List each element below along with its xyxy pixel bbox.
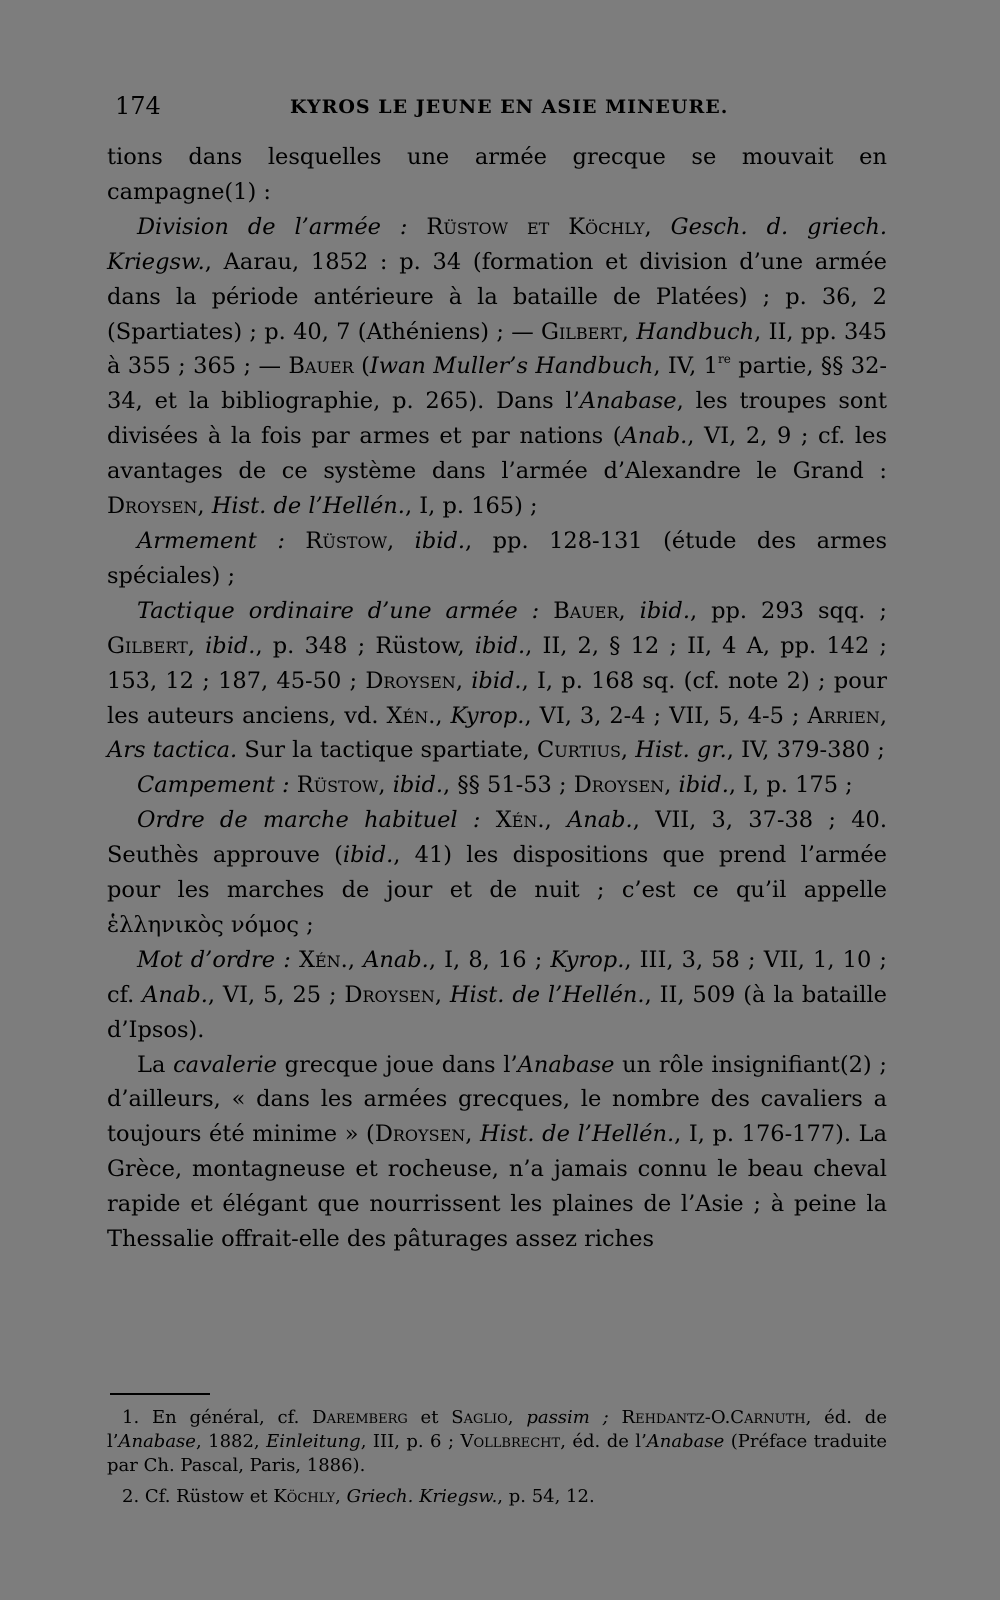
entry-term: Armement : <box>137 527 285 554</box>
paragraph-intro: tions dans lesquelles une armée grecque se mouvait en campagne(1) : <box>107 144 887 205</box>
running-title: KYROS LE JEUNE EN ASIE MINEURE. <box>290 96 729 118</box>
entry-term: Tactique ordinaire d’une armée : <box>137 597 540 624</box>
footnotes <box>107 1406 887 1509</box>
footnote-ref-1[interactable]: (1) <box>224 178 257 205</box>
paragraph-armement: Armement : Rüstow, ibid., pp. 128-131 (étude des armes spéciales) ; <box>107 527 888 589</box>
entry-term: Mot d’ordre : <box>137 946 291 973</box>
entry-term: Ordre de marche habituel : <box>137 807 481 834</box>
paragraph-mot-ordre: Mot d’ordre : Xén., Anab., I, 8, 16 ; Kyrop., III, 3, 58 ; VII, 1, 10 ; cf. Anab., VI, 5, 25 ; Droysen, Hist. de l’Hellén., II, 509 (à la bataille d’Ipsos). <box>107 946 887 1043</box>
page-number: 174 <box>115 92 161 120</box>
page-header <box>115 92 885 122</box>
paragraph-division: Division de l’armée : Rüstow et Köchly, Gesch. d. griech. Kriegsw., Aarau, 1852 : p. 34 (formation et division d’une armée dans la période antérieure à la bataille de Platées) ; p. 36, 2 (Spartiates) ; p. 40, 7 (Athéniens) ; — Gilbert, Handbuch, II, pp. 345 à 355 ; 365 ; — Bauer (Iwan Muller’s Handbuch, IV, 1re partie, §§ 32-34, et la bibliographie, p. 265). Dans l’Anabase, les troupes sont divisées à la fois par armes et par nations (Anab., VI, 2, 9 ; cf. les avantages de ce système dans l’armée d’Alexandre le Grand : Droysen, Hist. de l’Hellén., I, p. 165) ; <box>107 213 888 520</box>
entry-term: Division de l’armée : <box>137 213 408 240</box>
paragraph-campement: Campement : Rüstow, ibid., §§ 51-53 ; Droysen, ibid., I, p. 175 ; <box>137 772 853 799</box>
main-text <box>107 140 887 1257</box>
footnote-ref-2[interactable]: (2) <box>839 1051 872 1078</box>
footnote-divider <box>110 1393 210 1395</box>
paragraph-cavalerie: La cavalerie grecque joue dans l’Anabase un rôle insignifiant(2) ; d’ailleurs, « dans les armées grecques, le nombre des cavaliers a toujours été minime » (Droysen, Hist. de l’Hellén., I, p. 176-177). La Grèce, montagneuse et rocheuse, n’a jamais connu le beau cheval rapide et élégant que nourrissent les plaines de l’Asie ; à peine la Thessalie offrait-elle des pâturages assez riches <box>107 1051 887 1253</box>
entry-term: Campement : <box>137 772 290 799</box>
paragraph-ordre-marche: Ordre de marche habituel : Xén., Anab., VII, 3, 37-38 ; 40. Seuthès approuve (ibid., 41) les dispositions que prend l’armée pour les marches de jour et de nuit ; c’est ce qu’il appelle ἑλληνικὸς νόμος ; <box>107 807 887 938</box>
footnote-2: 2. Cf. Rüstow et Köchly, Griech. Kriegsw., p. 54, 12. <box>122 1486 595 1507</box>
footnote-1: 1. En général, cf. Daremberg et Saglio, passim ; Rehdantz-O.Carnuth, éd. de l’Anabase, 1882, Einleitung, III, p. 6 ; Vollbrecht, éd. de l’Anabase (Préface traduite par Ch. Pascal, Paris, 1886). <box>107 1407 887 1476</box>
paragraph-tactique: Tactique ordinaire d’une armée : Bauer, ibid., pp. 293 sqq. ; Gilbert, ibid., p. 348 ; Rüstow, ibid., II, 2, § 12 ; II, 4 A, pp. 142 ; 153, 12 ; 187, 45-50 ; Droysen, ibid., I, p. 168 sq. (cf. note 2) ; pour les auteurs anciens, vd. Xén., Kyrop., VI, 3, 2-4 ; VII, 5, 4-5 ; Arrien, Ars tactica. Sur la tactique spartiate, Curtius, Hist. gr., IV, 379-380 ; <box>107 597 888 764</box>
